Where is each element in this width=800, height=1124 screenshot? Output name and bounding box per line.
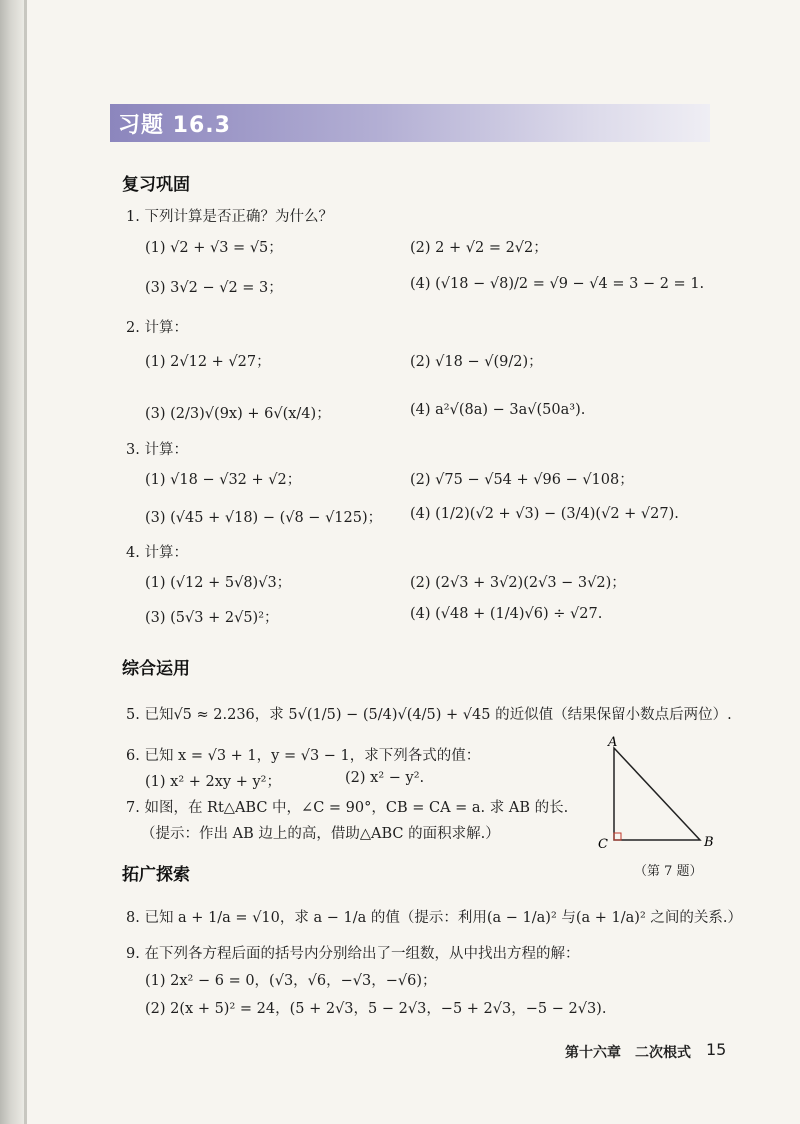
problem-9-a: (1) 2x² − 6 = 0，(√3，√6，−√3，−√6)； — [145, 973, 437, 989]
problem-1-b: (2) 2 + √2 = 2√2； — [410, 240, 548, 256]
problem-9-b: (2) 2(x + 5)² = 24，(5 + 2√3，5 − 2√3，−5 + 2√3，−5 − 2√3). — [145, 1001, 607, 1017]
chapter-footer: 第十六章 二次根式 — [565, 1045, 691, 1061]
right-angle-marker — [614, 833, 621, 840]
problem-4-b: (2) (2√3 + 3√2)(2√3 − 3√2)； — [410, 575, 626, 591]
problem-3-stem: 3. 计算： — [126, 442, 188, 458]
problem-1-d: (4) (√18 − √8)/2 = √9 − √4 = 3 − 2 = 1. — [410, 276, 705, 292]
problem-4-a: (1) (√12 + 5√8)√3； — [145, 575, 292, 591]
vertex-c-label: C — [598, 837, 608, 852]
problem-2-stem: 2. 计算： — [126, 320, 188, 336]
vertex-a-label: A — [608, 736, 618, 750]
problem-4-d: (4) (√48 + (1/4)√6) ÷ √27. — [410, 606, 603, 622]
problem-2-a: (1) 2√12 + √27； — [145, 354, 271, 370]
problem-3-c: (3) (√45 + √18) − (√8 − √125)； — [145, 510, 383, 526]
triangle-figure — [596, 736, 716, 858]
problem-8-text: 8. 已知 a + 1/a = √10，求 a − 1/a 的值（提示：利用(a − 1/a)² 与(a + 1/a)² 之间的关系.） — [126, 910, 742, 926]
problem-5-text: 5. 已知√5 ≈ 2.236，求 5√(1/5) − (5/4)√(4/5) + √45 的近似值（结果保留小数点后两位）. — [126, 707, 732, 723]
problem-1-stem: 1. 下列计算是否正确？为什么？ — [126, 209, 333, 225]
problem-7-stem: 7. 如图，在 Rt△ABC 中，∠C = 90°，CB = CA = a. 求 AB 的长. — [126, 800, 569, 816]
problem-6-a: (1) x² + 2xy + y²； — [145, 774, 281, 790]
problem-6-stem: 6. 已知 x = √3 + 1，y = √3 − 1，求下列各式的值： — [126, 748, 481, 764]
section-review-heading: 复习巩固 — [122, 175, 190, 195]
vertex-b-label: B — [704, 835, 714, 850]
problem-3-a: (1) √18 − √32 + √2； — [145, 472, 302, 488]
book-spine-shadow — [0, 0, 24, 1124]
problem-2-c: (3) (2/3)√(9x) + 6√(x/4)； — [145, 406, 331, 422]
triangle-abc — [614, 748, 700, 840]
problem-1-a: (1) √2 + √3 = √5； — [145, 240, 283, 256]
section-apply-heading: 综合运用 — [122, 659, 190, 679]
exercise-title: 习题 16.3 — [118, 113, 231, 138]
problem-2-b: (2) √18 − √(9/2)； — [410, 354, 543, 370]
section-explore-heading: 拓广探索 — [122, 865, 190, 885]
page-edge — [24, 0, 27, 1124]
page-number: 15 — [706, 1040, 727, 1059]
problem-6-b: (2) x² − y². — [345, 770, 425, 786]
problem-9-stem: 9. 在下列各方程后面的括号内分别给出了一组数，从中找出方程的解： — [126, 946, 580, 962]
problem-4-stem: 4. 计算： — [126, 545, 188, 561]
problem-3-b: (2) √75 − √54 + √96 − √108； — [410, 472, 634, 488]
problem-3-d: (4) (1/2)(√2 + √3) − (3/4)(√2 + √27). — [410, 506, 679, 522]
figure-caption: （第 7 题） — [634, 864, 703, 879]
problem-1-c: (3) 3√2 − √2 = 3； — [145, 280, 283, 296]
problem-4-c: (3) (5√3 + 2√5)²； — [145, 610, 279, 626]
problem-2-d: (4) a²√(8a) − 3a√(50a³). — [410, 402, 586, 418]
problem-7-hint: （提示：作出 AB 边上的高，借助△ABC 的面积求解.） — [141, 826, 500, 842]
